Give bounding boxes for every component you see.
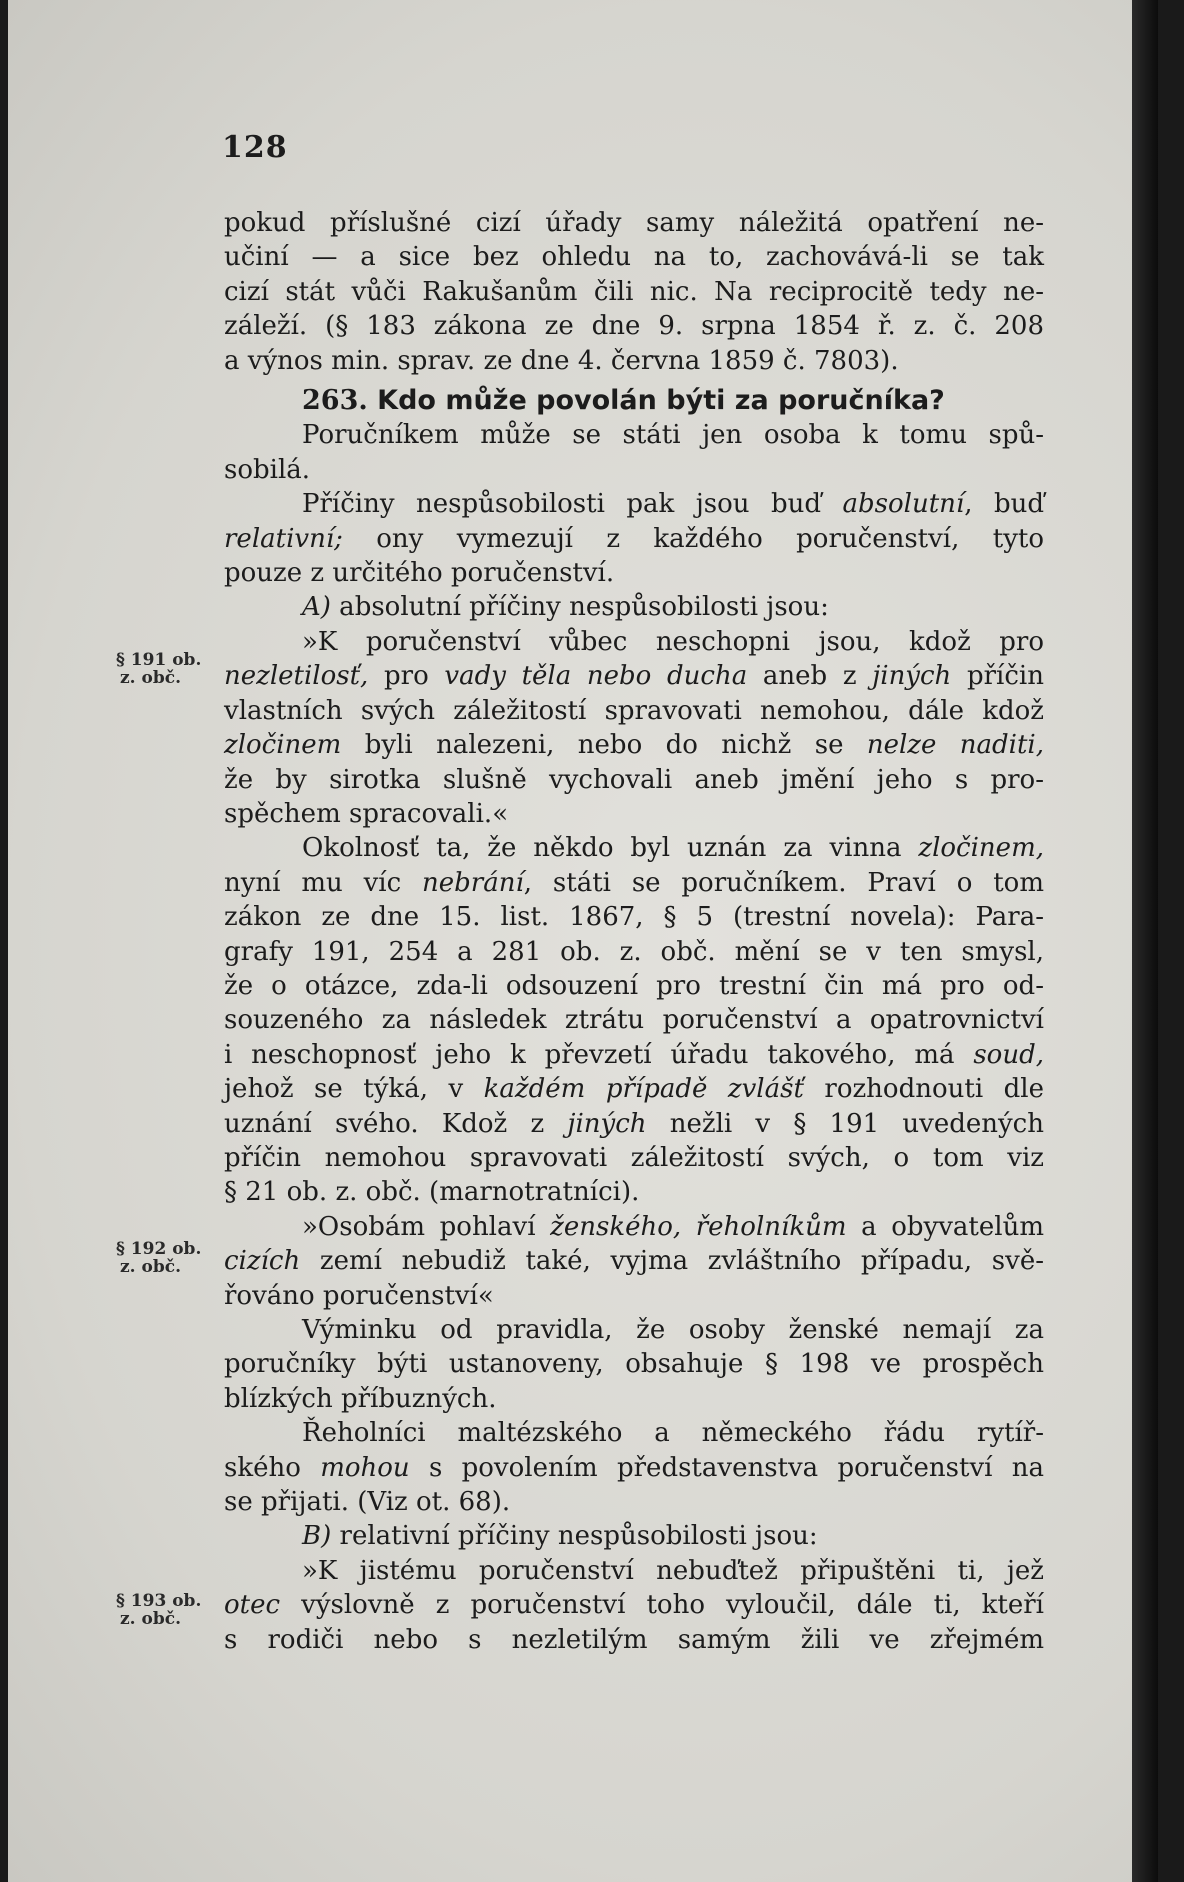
text-line: pouze z určitého poručenství.	[224, 558, 615, 589]
text-line: cizí stát vůči Rakušanům čili nic. Na reciprocitě tedy ne-	[224, 276, 1044, 307]
text-line: že by sirotka slušně vychovali aneb jmění jeho s pro-	[224, 764, 1044, 795]
text-line: uznání svého. Kdož z jiných nežli v § 191 uvedených	[224, 1108, 1044, 1139]
text-line: Příčiny nespůsobilosti pak jsou buď absolutní, buď	[302, 489, 1044, 520]
margin-note-193: § 193 ob. z. obč.	[116, 1591, 202, 1629]
text-line: spěchem spracovali.«	[224, 798, 509, 829]
text-line: a výnos min. sprav. ze dne 4. června 1859 č. 7803).	[224, 345, 899, 376]
text-line: příčin nemohou spravovati záležitostí svých, o tom viz	[224, 1142, 1044, 1173]
text-line: blízkých příbuzných.	[224, 1383, 497, 1414]
body-text	[224, 206, 1044, 1657]
text-line: grafy 191, 254 a 281 ob. z. obč. mění se v ten smysl,	[224, 936, 1044, 967]
subheading-a: A) absolutní příčiny nespůsobilosti jsou:	[302, 592, 829, 623]
page-edge-shadow	[1132, 0, 1158, 1882]
book-page	[8, 0, 1158, 1882]
text-line: ského mohou s povolením představenstva poručenství na	[224, 1452, 1044, 1483]
text-line: souzeného za následek ztrátu poručenství a opatrovnictví	[224, 1005, 1044, 1036]
text-line: s rodiči nebo s nezletilým samým žili ve zřejmém	[224, 1624, 1044, 1655]
text-line: otec výslovně z poručenství toho vyloučil, dále ti, kteří	[224, 1590, 1044, 1621]
text-line: nyní mu víc nebrání, státi se poručníkem. Praví o tom	[224, 867, 1044, 898]
text-line: se přijati. (Viz ot. 68).	[224, 1487, 511, 1518]
text-line: poručníky býti ustanoveny, obsahuje § 198 ve prospěch	[224, 1349, 1044, 1380]
page-number: 128	[222, 130, 288, 165]
margin-note-191: § 191 ob. z. obč.	[116, 650, 202, 688]
text-line: cizích zemí nebudiž také, vyjma zvláštního případu, svě-	[224, 1246, 1044, 1277]
text-line: »K jistému poručenství nebuďtež připuštěni ti, jež	[302, 1555, 1044, 1586]
text-line: řováno poručenství«	[224, 1280, 494, 1311]
text-line: sobilá.	[224, 454, 311, 485]
section-number: 263.	[302, 385, 368, 417]
text-line: Řeholníci maltézského a německého řádu rytíř-	[302, 1418, 1044, 1449]
margin-note-192: § 192 ob. z. obč.	[116, 1239, 202, 1277]
text-line: »K poručenství vůbec neschopni jsou, kdož pro	[302, 626, 1044, 657]
section-heading	[224, 384, 1044, 418]
section-title: Kdo může povolán býti za poručníka?	[377, 385, 945, 417]
subheading-b: B) relativní příčiny nespůsobilosti jsou:	[302, 1521, 818, 1552]
text-line: »Osobám pohlaví ženského, řeholníkům a obyvatelům	[302, 1211, 1044, 1242]
text-line: vlastních svých záležitostí spravovati nemohou, dále kdož	[224, 695, 1044, 726]
text-line: nezletilosť, pro vady těla nebo ducha aneb z jiných příčin	[224, 661, 1044, 692]
text-line: že o otázce, zda-li odsouzení pro trestní čin má pro od-	[224, 970, 1044, 1001]
text-line: jehož se týká, v každém případě zvlášť rozhodnouti dle	[224, 1074, 1044, 1105]
text-line: § 21 ob. z. obč. (marnotratníci).	[224, 1177, 640, 1208]
text-line: Okolnosť ta, že někdo byl uznán za vinna zločinem,	[302, 833, 1044, 864]
text-line: Poručníkem může se státi jen osoba k tomu spů-	[302, 420, 1044, 451]
text-line: zákon ze dne 15. list. 1867, § 5 (trestní novela): Para-	[224, 902, 1044, 933]
text-line: relativní; ony vymezují z každého poručenství, tyto	[224, 523, 1044, 554]
text-line: pokud příslušné cizí úřady samy náležitá opatření ne-	[224, 208, 1044, 238]
text-line: i neschopnosť jeho k převzetí úřadu takového, má soud,	[224, 1039, 1044, 1070]
text-line: zločinem byli nalezeni, nebo do nichž se nelze naditi,	[224, 730, 1045, 761]
text-line: Výminku od pravidla, že osoby ženské nemají za	[302, 1315, 1044, 1345]
text-line: učiní — a sice bez ohledu na to, zachovává-li se tak	[224, 242, 1044, 273]
text-line: záleží. (§ 183 zákona ze dne 9. srpna 1854 ř. z. č. 208	[224, 311, 1044, 342]
